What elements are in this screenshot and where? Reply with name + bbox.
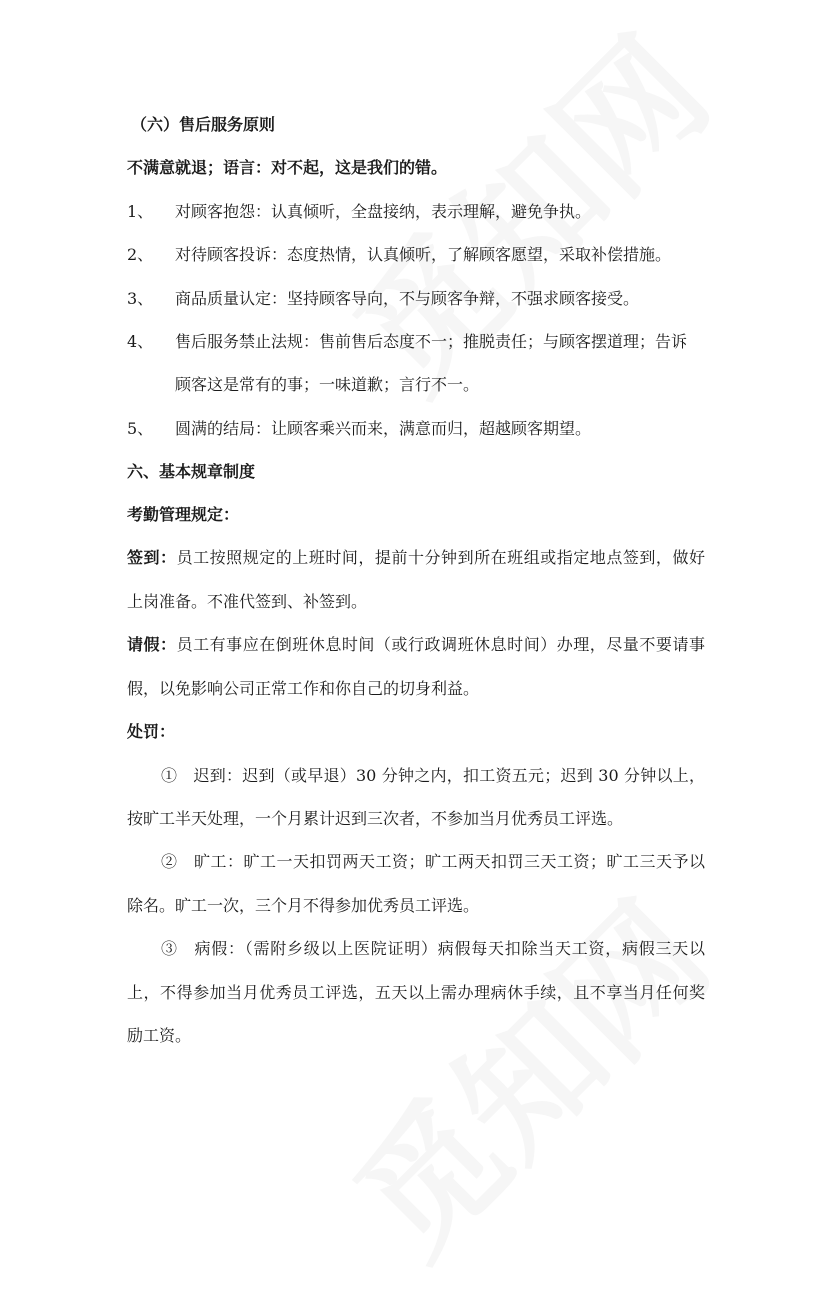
list-item: 圆满的结局：让顾客乘兴而来，满意而归，超越顾客期望。 [175, 419, 592, 438]
list-number: 3、 [127, 289, 154, 308]
section-heading: 六、基本规章制度 [127, 462, 256, 481]
list-item: 对待顾客投诉：态度热情，认真倾听，了解顾客愿望，采取补偿措施。 [175, 245, 672, 264]
watermark [305, 853, 744, 1292]
penalty-item: ① 迟到：迟到（或早退）30 分钟之内，扣工资五元；迟到 30 分钟以上， [161, 766, 705, 785]
leave-paragraph [127, 634, 705, 656]
penalty-item-cont: 上，不得参加当月优秀员工评选，五天以上需办理病休手续，且不享当月任何奖 [127, 983, 705, 1002]
list-number: 2、 [127, 245, 154, 264]
list-item: 商品质量认定：坚持顾客导向，不与顾客争辩，不强求顾客接受。 [175, 289, 640, 308]
leave-text: 员工有事应在倒班休息时间（或行政调班休息时间）办理，尽量不要请事 [176, 635, 705, 654]
penalty-item-cont: 按旷工半天处理，一个月累计迟到三次者，不参加当月优秀员工评选。 [127, 809, 624, 828]
leave-label: 请假： [127, 635, 177, 654]
section-title: （六）售后服务原则 [131, 115, 276, 134]
list-item: 对顾客抱怨：认真倾听，全盘接纳，表示理解，避免争执。 [175, 202, 592, 221]
penalty-item-cont: 励工资。 [127, 1026, 192, 1045]
penalty-item: ③ 病假：（需附乡级以上医院证明）病假每天扣除当天工资，病假三天以 [161, 939, 705, 958]
list-number: 5、 [127, 419, 154, 438]
leave-text-cont: 假，以免影响公司正常工作和你自己的切身利益。 [127, 679, 480, 698]
penalty-item-cont: 除名。旷工一次，三个月不得参加优秀员工评选。 [127, 896, 480, 915]
sign-in-text: 员工按照规定的上班时间，提前十分钟到所在班组或指定地点签到，做好 [176, 548, 705, 567]
list-number: 1、 [127, 202, 154, 221]
sign-in-paragraph [127, 547, 705, 569]
sign-in-text-cont: 上岗准备。不准代签到、补签到。 [127, 592, 368, 611]
subsection-heading: 考勤管理规定： [127, 505, 240, 524]
penalty-heading: 处罚： [127, 722, 176, 741]
list-item-continuation: 顾客这是常有的事；一味道歉；言行不一。 [175, 375, 480, 394]
list-item: 售后服务禁止法规：售前售后态度不一；推脱责任；与顾客摆道理；告诉 [175, 332, 688, 351]
motto: 不满意就退；语言：对不起，这是我们的错。 [127, 158, 448, 177]
sign-in-label: 签到： [127, 548, 177, 567]
list-number: 4、 [127, 332, 154, 351]
penalty-item: ② 旷工：旷工一天扣罚两天工资；旷工两天扣罚三天工资；旷工三天予以 [161, 852, 705, 871]
